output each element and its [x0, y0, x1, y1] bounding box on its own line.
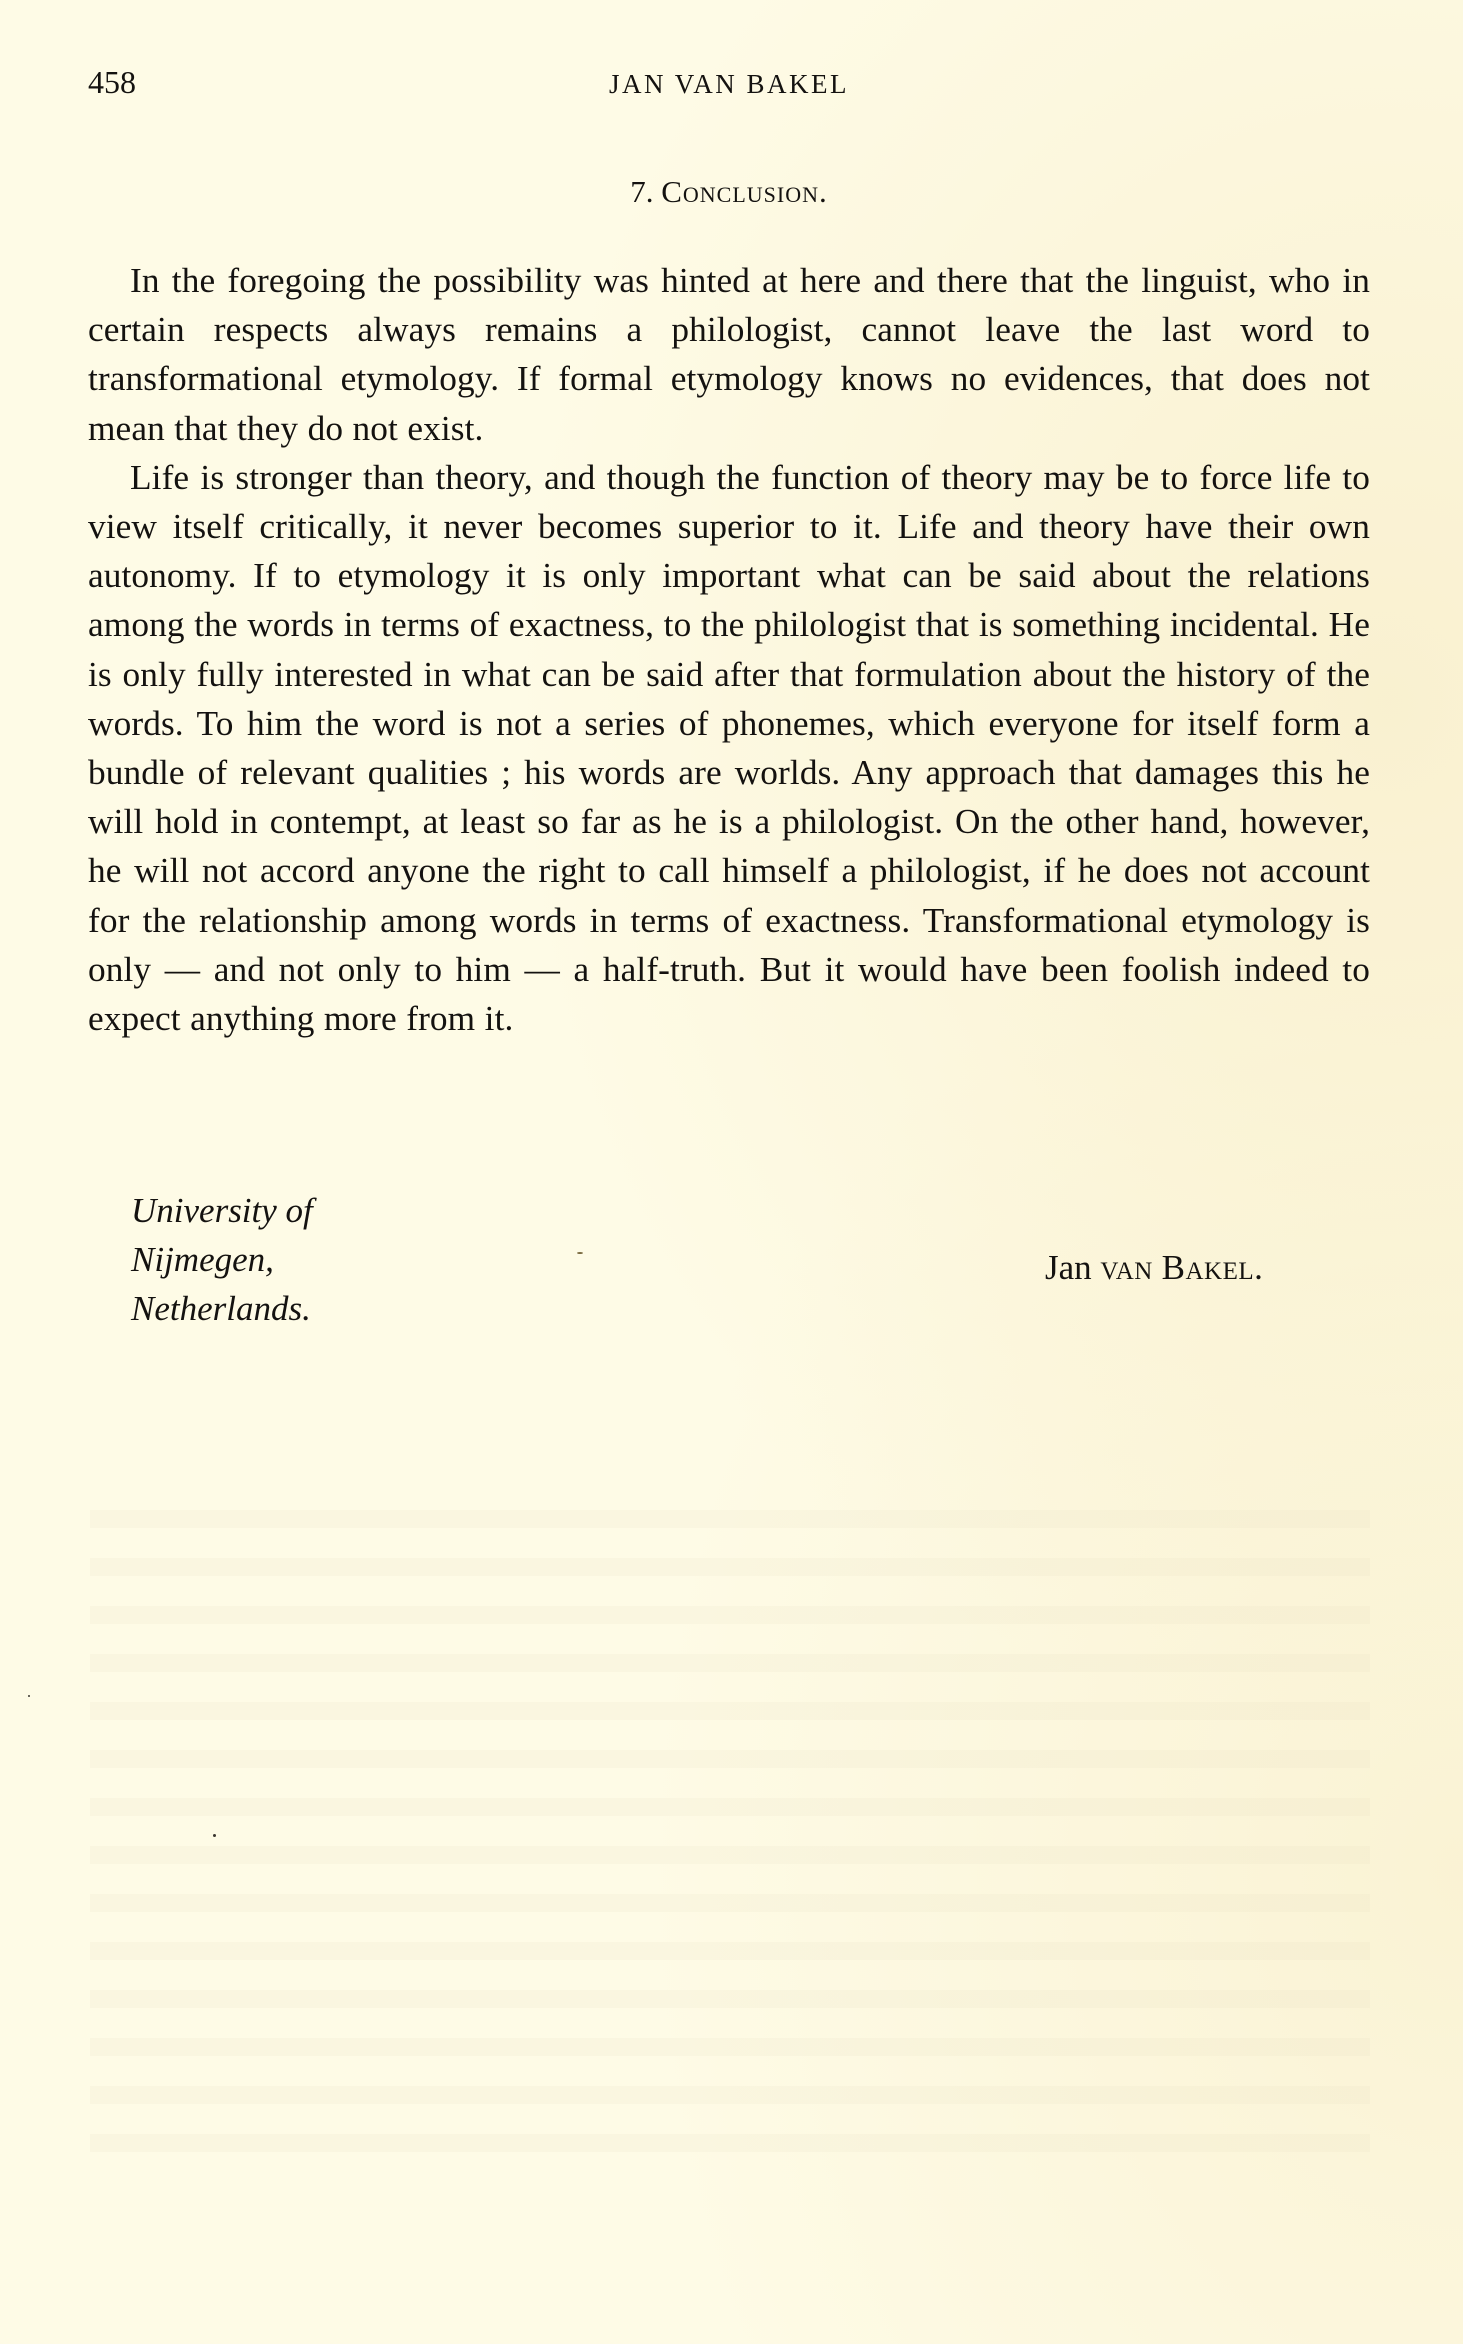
author-last-name: Bakel.	[1161, 1248, 1264, 1287]
author-signature	[1045, 1243, 1263, 1292]
running-head	[88, 62, 1370, 102]
affiliation-line: Netherlands.	[131, 1289, 311, 1328]
affiliation-line: University of	[131, 1191, 313, 1230]
body-text	[88, 256, 1370, 1043]
author-name-prefix: van	[1100, 1248, 1153, 1287]
paragraph: Life is stronger than theory, and though the function of theory may be to force life to view itself critically, it never becomes superior to it. Life and theory have their own autonomy. If to etymology it is only important what can be said about the relations among the words in terms of exactness, to the philologist that is something incidental. He is only fully interested in what can be said after that formulation about the history of the words. To him the word is not a series of phonemes, which everyone for itself form a bundle of relevant qualities ; his words are worlds. Any approach that damages this he will hold in contempt, at least so far as he is a philologist. On the other hand, however, he will not accord anyone the right to call himself a philologist, if he does not account for the relationship among words in terms of exactness. Transformational etymology is only — and not only to him — a half-truth. But it would have been foolish indeed to expect anything more from it.	[88, 457, 1370, 1039]
scan-speck	[577, 1252, 583, 1254]
running-title: JAN VAN BAKEL	[608, 69, 850, 99]
affiliation-line: Nijmegen,	[131, 1240, 274, 1279]
paragraph: In the foregoing the possibility was hinted at here and there that the linguist, who in certain respects always remains a philologist, cannot leave the last word to transformational etymology. If formal etymology knows no evidences, that does not mean that they do not exist.	[88, 261, 1370, 448]
show-through-texture	[90, 1480, 1370, 2180]
scan-speck	[28, 1695, 30, 1697]
section-title: Conclusion.	[661, 174, 828, 209]
section-number: 7.	[630, 174, 654, 209]
section-heading	[88, 172, 1370, 212]
page-number: 458	[88, 64, 136, 100]
scan-speck	[213, 1834, 216, 1837]
author-first-name: Jan	[1045, 1248, 1092, 1287]
author-affiliation	[131, 1186, 313, 1333]
